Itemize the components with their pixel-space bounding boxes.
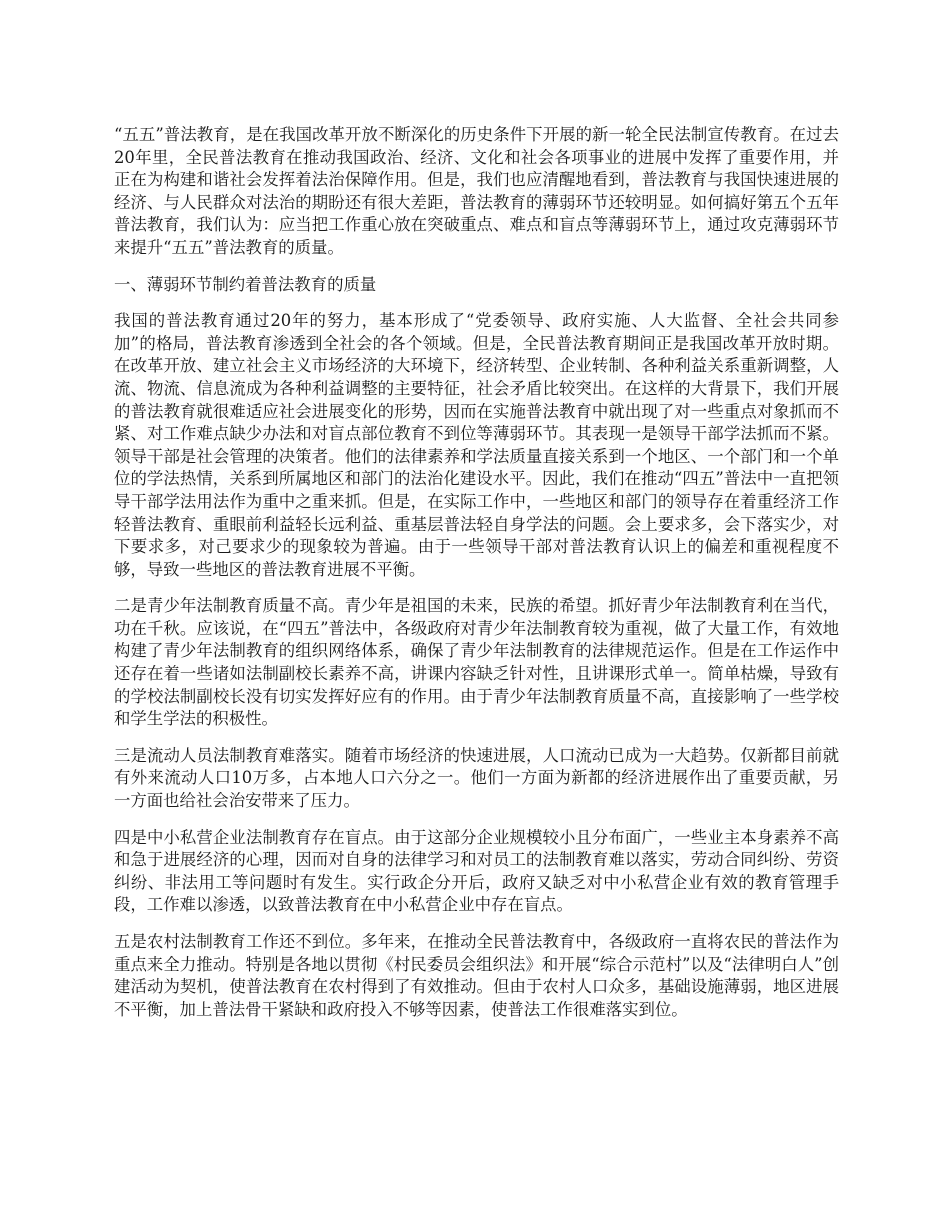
paragraph-intro: “五五”普法教育，是在我国改革开放不断深化的历史条件下开展的新一轮全民法制宣传教育。在过去20年里，全民普法教育在推动我国政治、经济、文化和社会各项事业的进展中发挥了重要作用，并正在为构建和谐社会发挥着法治保障作用。但是，我们也应清醒地看到，普法教育与我国快速进展的经济、与人民群众对法治的期盼还有很大差距，普法教育的薄弱环节还较明显。如何搞好第五个五年普法教育，我们认为：应当把工作重心放在突破重点、难点和盲点等薄弱环节上，通过攻克薄弱环节来提升“五五”普法教育的质量。 [114, 125, 839, 257]
paragraph-youth: 二是青少年法制教育质量不高。青少年是祖国的未来，民族的希望。抓好青少年法制教育利在当代，功在千秋。应该说，在“四五”普法中，各级政府对青少年法制教育较为重视，做了大量工作，有效地构建了青少年法制教育的组织网络体系，确保了青少年法制教育的法律规范运作。但是在工作运作中还存在着一些诸如法制副校长素养不高，讲课内容缺乏针对性，且讲课形式单一。简单枯燥，导致有的学校法制副校长没有切实发挥好应有的作用。由于青少年法制教育质量不高，直接影响了一些学校和学生学法的积极性。 [114, 596, 839, 729]
document-body [114, 124, 839, 1035]
section-heading: 一、薄弱环节制约着普法教育的质量 [114, 274, 377, 294]
paragraph-migrants: 三是流动人员法制教育难落实。随着市场经济的快速进展，人口流动已成为一大趋势。仅新都目前就有外来流动人口10万多，占本地人口六分之一。他们一方面为新都的经济进展作出了重要贡献，另一方面也给社会治安带来了压力。 [114, 745, 839, 811]
paragraph-private-enterprise: 四是中小私营企业法制教育存在盲点。由于这部分企业规模较小且分布面广，一些业主本身素养不高和急于进展经济的心理，因而对自身的法律学习和对员工的法制教育难以落实，劳动合同纠纷、劳资纠纷、非法用工等问题时有发生。实行政企分开后，政府又缺乏对中小私营企业有效的教育管理手段，工作难以渗透，以致普法教育在中小私营企业中存在盲点。 [114, 827, 839, 915]
paragraph-rural: 五是农村法制教育工作还不到位。多年来，在推动全民普法教育中，各级政府一直将农民的普法作为重点来全力推动。特别是各地以贯彻《村民委员会组织法》和开展“综合示范村”以及“法律明白人”创建活动为契机，使普法教育在农村得到了有效推动。但由于农村人口众多，基础设施薄弱，地区进展不平衡，加上普法骨干紧缺和政府投入不够等因素，使普法工作很难落实到位。 [114, 932, 839, 1019]
paragraph-leaders: 我国的普法教育通过20年的努力，基本形成了“党委领导、政府实施、人大监督、全社会共同参加”的格局，普法教育渗透到全社会的各个领域。但是，全民普法教育期间正是我国改革开放时期。在改革开放、建立社会主义市场经济的大环境下，经济转型、企业转制、各种利益关系重新调整，人流、物流、信息流成为各种利益调整的主要特征，社会矛盾比较突出。在这样的大背景下，我们开展的普法教育就很难适应社会进展变化的形势，因而在实施普法教育中就出现了对一些重点对象抓而不紧、对工作难点缺少办法和对盲点部位教育不到位等薄弱环节。其表现一是领导干部学法抓而不紧。领导干部是社会管理的决策者。他们的法律素养和学法质量直接关系到一个地区、一个部门和一个单位的学法热情，关系到所属地区和部门的法治化建设水平。因此，我们在推动“四五”普法中一直把领导干部学法用法作为重中之重来抓。但是，在实际工作中，一些地区和部门的领导存在着重经济工作轻普法教育、重眼前利益轻长远利益、重基层普法轻自身学法的问题。会上要求多，会下落实少，对下要求多，对己要求少的现象较为普遍。由于一些领导干部对普法教育认识上的偏差和重视程度不够，导致一些地区的普法教育进展不平衡。 [114, 311, 839, 579]
